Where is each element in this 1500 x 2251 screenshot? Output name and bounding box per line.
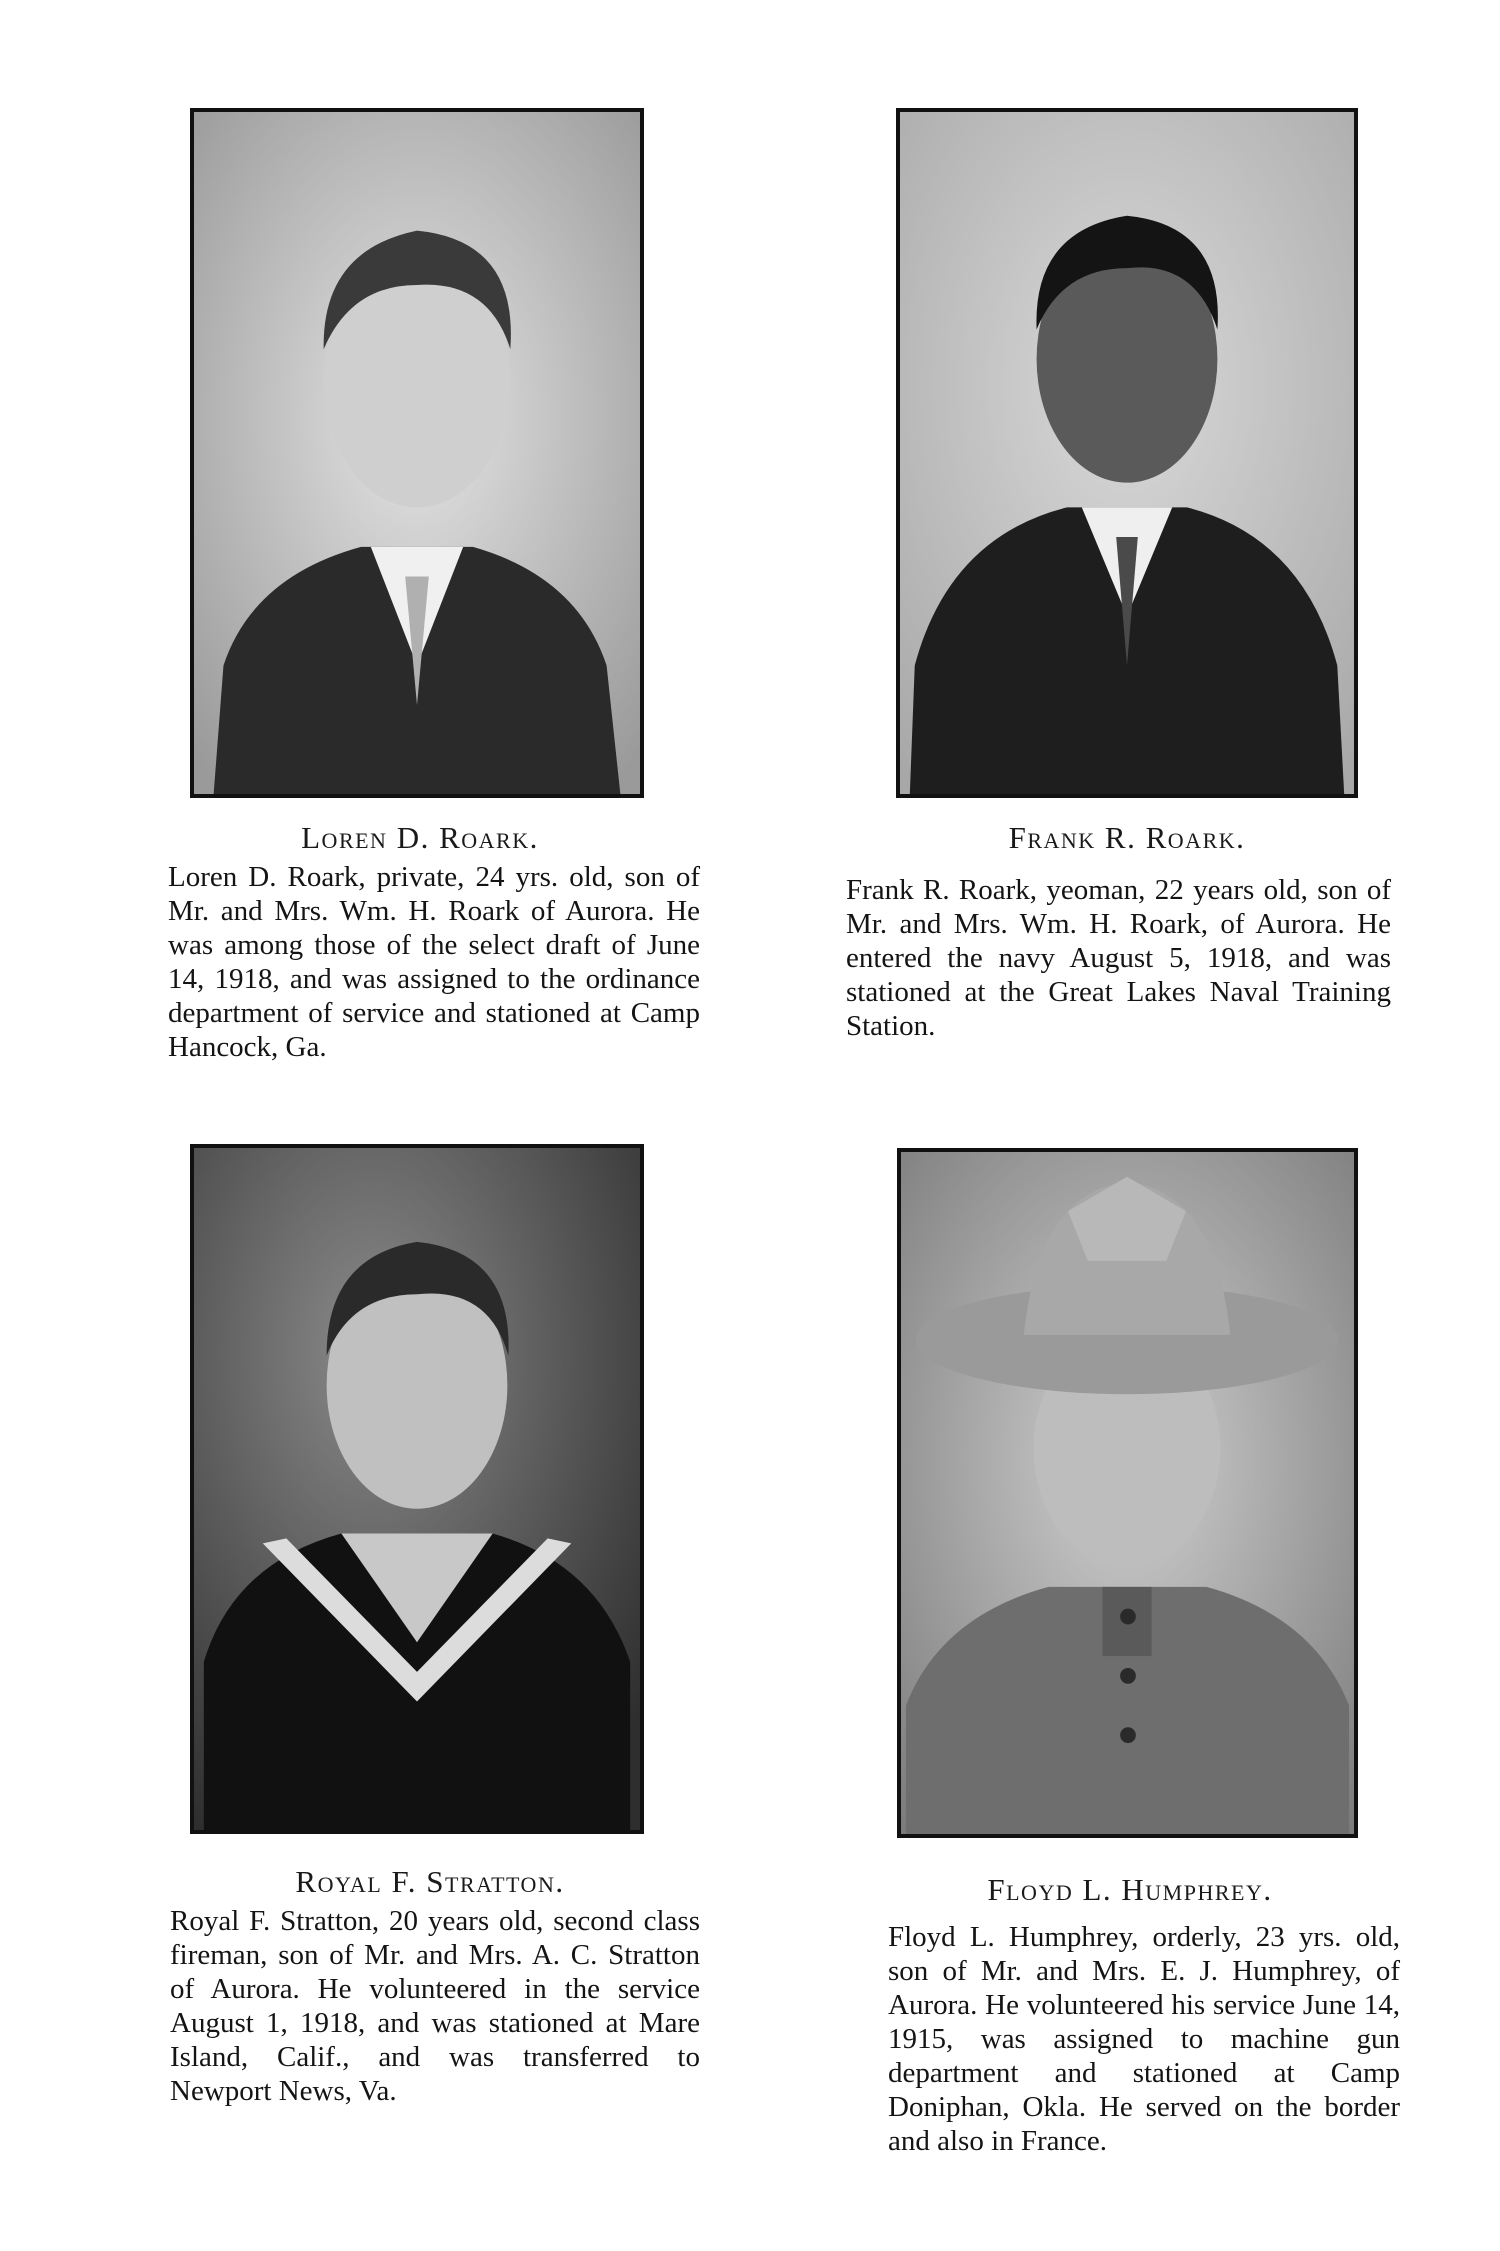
soldier-biography: Loren D. Roark, private, 24 yrs. old, son of Mr. and Mrs. Wm. H. Roark of Aurora. He was among those of the select draft of June 14, 1918, and was assigned to the ordinance department of service and stationed at Camp Hancock, Ga.: [168, 861, 700, 1063]
portrait-photo-floyd-humphrey: [897, 1148, 1358, 1838]
soldier-biography: Royal F. Stratton, 20 years old, second class fireman, son of Mr. and Mrs. A. C. Stratton of Aurora. He volunteered in the service August 1, 1918, and was stationed at Mare Island, Calif., and was transferred to Newport News, Va.: [170, 1905, 700, 2107]
portrait-photo-loren-roark: [190, 108, 644, 798]
portrait-photo-frank-roark: [896, 108, 1358, 798]
soldier-name-caption: Frank R. Roark.: [1008, 820, 1246, 855]
soldier-name-caption: Royal F. Stratton.: [295, 1864, 565, 1899]
soldier-name-caption: Loren D. Roark.: [301, 820, 539, 855]
soldier-biography: Floyd L. Humphrey, orderly, 23 yrs. old, son of Mr. and Mrs. E. J. Humphrey, of Aurora. He volunteered his service June 14, 1915, was assigned to machine gun department and stationed at Camp Doniphan, Okla. He served on the border and also in France.: [888, 1921, 1400, 2157]
portrait-photo-royal-stratton: [190, 1144, 644, 1834]
soldier-biography: Frank R. Roark, yeoman, 22 years old, son of Mr. and Mrs. Wm. H. Roark, of Aurora. He entered the navy August 5, 1918, and was stationed at the Great Lakes Naval Training Station.: [846, 874, 1391, 1042]
soldier-name-caption: Floyd L. Humphrey.: [987, 1872, 1273, 1907]
